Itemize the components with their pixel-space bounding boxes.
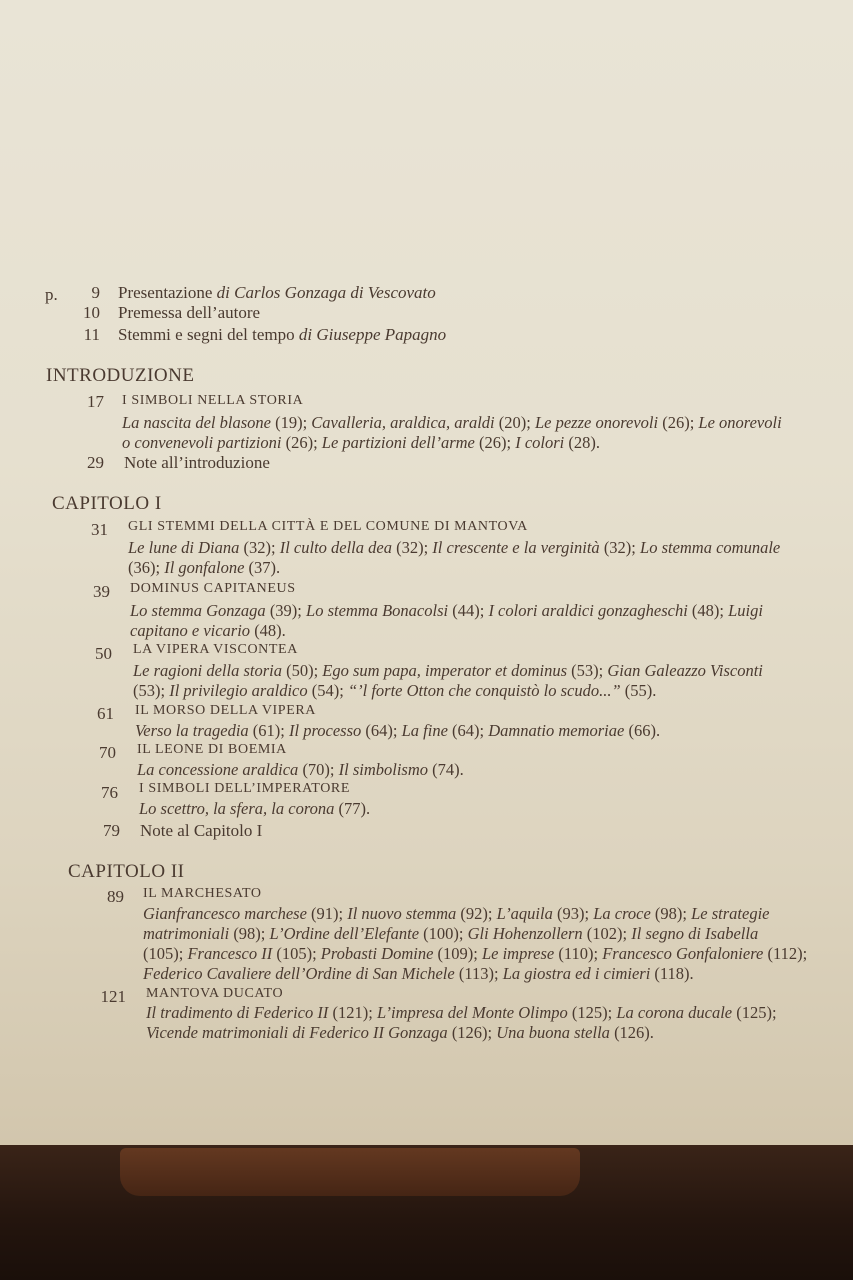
subtopic-page-ref: (100); <box>419 924 468 943</box>
entry-title: IL MORSO DELLA VIPERA <box>135 703 316 718</box>
subtopic-page-ref: (118). <box>650 964 694 983</box>
subtopic-page-ref: (66). <box>624 721 661 740</box>
subtopic-page-ref: (70); <box>298 760 339 779</box>
subtopic-title: La concessione araldica <box>137 760 299 779</box>
subtopic-title: Il tradimento di Federico II <box>146 1003 329 1022</box>
entry-title: DOMINUS CAPITANEUS <box>130 581 296 596</box>
toc-entry-stemmi: Stemmi e segni del tempo di Giuseppe Papagno <box>118 325 447 344</box>
subtopic-page-ref: (26); <box>474 433 516 452</box>
subtopic-title: Damnatio memoriae <box>488 721 625 740</box>
page-number: 61 <box>97 704 114 723</box>
toc-entry-presentazione: Presentazione di Carlos Gonzaga di Vescovato <box>118 283 436 302</box>
page-number: 79 <box>103 821 120 840</box>
entry-subtopics <box>128 558 280 578</box>
subtopic-page-ref: (109); <box>433 944 482 963</box>
entry-subtopics <box>139 799 370 819</box>
subtopic-title: o convenevoli partizioni <box>122 433 282 452</box>
entry-subtopics <box>146 1003 777 1023</box>
subtopic-page-ref: (64); <box>361 721 402 740</box>
subtopic-title: Le strategie <box>691 904 770 923</box>
subtopic-page-ref: (110); <box>554 944 603 963</box>
subtopic-page-ref: (125); <box>567 1003 617 1022</box>
subtopic-title: Probasti Domine <box>320 944 434 963</box>
subtopic-title: La croce <box>593 904 651 923</box>
section-heading-introduzione: INTRODUZIONE <box>46 365 195 386</box>
page-number: 31 <box>91 520 108 539</box>
subtopic-title: Il processo <box>289 721 362 740</box>
subtopic-page-ref: (37). <box>244 558 281 577</box>
subtopic-page-ref: (102); <box>582 924 632 943</box>
entry-subtopics <box>137 760 464 780</box>
subtopic-title: Una buona stella <box>496 1023 610 1042</box>
page-prefix: p. <box>45 285 58 304</box>
entry-title: GLI STEMMI DELLA CITTÀ E DEL COMUNE DI MANTOVA <box>128 519 528 534</box>
subtopic-title: Il culto della dea <box>279 538 392 557</box>
subtopic-page-ref: (61); <box>248 721 289 740</box>
subtopic-title: Le imprese <box>481 944 555 963</box>
subtopic-title: Francesco II <box>187 944 273 963</box>
entry-subtopics <box>143 904 769 924</box>
page-number: 50 <box>95 644 112 663</box>
section-heading-capitolo-2: CAPITOLO II <box>68 861 185 882</box>
subtopic-page-ref: (28). <box>564 433 600 452</box>
subtopic-title: Federico Cavaliere dell’Ordine di San Michele <box>143 964 455 983</box>
entry-subtopics <box>130 601 763 621</box>
subtopic-page-ref: (55). <box>620 681 657 700</box>
subtopic-title: Vicende matrimoniali di Federico II Gonzaga <box>146 1023 448 1042</box>
subtopic-page-ref: (26); <box>281 433 322 452</box>
book-stand-edge <box>120 1148 580 1196</box>
subtopic-page-ref: (50); <box>281 661 323 680</box>
page-number: 89 <box>107 887 124 906</box>
subtopic-title: Le onorevoli <box>698 413 782 432</box>
subtopic-page-ref: (20); <box>494 413 535 432</box>
subtopic-page-ref: (113); <box>454 964 503 983</box>
subtopic-title: capitano e vicario <box>130 621 251 640</box>
subtopic-title: Il nuovo stemma <box>347 904 457 923</box>
subtopic-title: Verso la tragedia <box>135 721 249 740</box>
entry-subtopics <box>143 964 694 984</box>
entry-subtopics <box>130 621 286 641</box>
page-number: 121 <box>100 987 126 1006</box>
subtopic-title: Il crescente e la verginità <box>432 538 600 557</box>
subtopic-page-ref: (126). <box>609 1023 654 1042</box>
subtopic-title: Le partizioni dell’arme <box>321 433 475 452</box>
entry-title: IL LEONE DI BOEMIA <box>137 742 287 757</box>
subtopic-page-ref: (98); <box>229 924 270 943</box>
subtopic-title: I colori <box>515 433 565 452</box>
subtopic-page-ref: (126); <box>447 1023 497 1042</box>
subtopic-page-ref: (125); <box>732 1003 777 1022</box>
entry-title: LA VIPERA VISCONTEA <box>133 642 298 657</box>
subtopic-title: L’impresa del Monte Olimpo <box>376 1003 568 1022</box>
subtopic-page-ref: (98); <box>650 904 692 923</box>
page-number: 9 <box>91 283 100 302</box>
subtopic-page-ref: (32); <box>599 538 641 557</box>
page-number: 29 <box>87 453 104 472</box>
subtopic-title: Il segno di Isabella <box>631 924 759 943</box>
subtopic-title: Gianfrancesco marchese <box>143 904 307 923</box>
entry-title: I SIMBOLI NELLA STORIA <box>122 393 304 408</box>
entry-title: IL MARCHESATO <box>143 886 262 901</box>
subtopic-page-ref: (54); <box>307 681 348 700</box>
subtopic-title: Ego sum papa, imperator et dominus <box>322 661 568 680</box>
subtopic-page-ref: (53); <box>567 661 608 680</box>
subtopic-title: L’aquila <box>496 904 553 923</box>
subtopic-page-ref: (26); <box>658 413 699 432</box>
page-number: 10 <box>83 303 100 322</box>
page-number: 76 <box>101 783 118 802</box>
entry-subtopics <box>143 924 758 944</box>
subtopic-title: L’Ordine dell’Elefante <box>269 924 420 943</box>
subtopic-page-ref: (32); <box>239 538 280 557</box>
entry-subtopics <box>122 433 600 453</box>
subtopic-page-ref: (112); <box>763 944 808 963</box>
subtopic-page-ref: (92); <box>456 904 497 923</box>
entry-subtopics <box>135 721 660 741</box>
toc-entry-premessa: Premessa dell’autore <box>118 303 261 322</box>
subtopic-title: I colori araldici gonzagheschi <box>488 601 688 620</box>
entry-subtopics <box>133 681 656 701</box>
subtopic-page-ref: (91); <box>306 904 348 923</box>
subtopic-page-ref: (32); <box>391 538 433 557</box>
subtopic-page-ref: (93); <box>552 904 594 923</box>
subtopic-page-ref: (48). <box>250 621 286 640</box>
subtopic-title: Il simbolismo <box>338 760 429 779</box>
subtopic-title: Cavalleria, araldica, araldi <box>311 413 495 432</box>
subtopic-title: Lo stemma comunale <box>640 538 781 557</box>
toc-entry-notes: Note al Capitolo I <box>140 821 263 840</box>
subtopic-page-ref: (121); <box>328 1003 377 1022</box>
entry-subtopics <box>146 1023 654 1043</box>
subtopic-title: La fine <box>401 721 448 740</box>
subtopic-title: La giostra ed i cimieri <box>502 964 651 983</box>
subtopic-title: Lo scettro, la sfera, la corona <box>139 799 335 818</box>
subtopic-page-ref: (39); <box>265 601 307 620</box>
subtopic-title: Le ragioni della storia <box>133 661 282 680</box>
subtopic-page-ref: (74). <box>428 760 464 779</box>
subtopic-title: Luigi <box>728 601 763 620</box>
subtopic-page-ref: (105); <box>143 944 188 963</box>
page-number: 39 <box>93 582 110 601</box>
section-heading-capitolo-1: CAPITOLO I <box>52 493 162 514</box>
subtopic-page-ref: (53); <box>133 681 170 700</box>
toc-entry-notes: Note all’introduzione <box>124 453 270 472</box>
subtopic-title: Il privilegio araldico <box>169 681 308 700</box>
subtopic-page-ref: (48); <box>687 601 729 620</box>
entry-title: MANTOVA DUCATO <box>146 986 284 1001</box>
entry-subtopics <box>122 413 782 433</box>
subtopic-page-ref: (64); <box>447 721 489 740</box>
subtopic-title: Lo stemma Bonacolsi <box>306 601 449 620</box>
subtopic-page-ref: (19); <box>270 413 312 432</box>
subtopic-title: Francesco Gonfaloniere <box>602 944 764 963</box>
page-number: 17 <box>87 392 104 411</box>
page-number: 11 <box>83 325 100 344</box>
subtopic-title: Il gonfalone <box>164 558 245 577</box>
subtopic-page-ref: (105); <box>272 944 321 963</box>
subtopic-page-ref: (36); <box>128 558 165 577</box>
entry-title: I SIMBOLI DELL’IMPERATORE <box>139 781 351 796</box>
subtopic-title: “’l forte Otton che conquistò lo scudo...” <box>347 681 621 700</box>
page-number: 70 <box>99 743 116 762</box>
subtopic-title: Le lune di Diana <box>128 538 240 557</box>
subtopic-title: Lo stemma Gonzaga <box>130 601 266 620</box>
subtopic-title: Gian Galeazzo Visconti <box>607 661 763 680</box>
subtopic-title: La nascita del blasone <box>122 413 271 432</box>
subtopic-title: La corona ducale <box>616 1003 733 1022</box>
entry-subtopics <box>128 538 780 558</box>
subtopic-page-ref: (44); <box>448 601 489 620</box>
subtopic-title: Le pezze onorevoli <box>534 413 659 432</box>
entry-subtopics <box>133 661 763 681</box>
entry-subtopics <box>143 944 807 964</box>
subtopic-page-ref: (77). <box>334 799 371 818</box>
subtopic-title: Gli Hohenzollern <box>467 924 583 943</box>
subtopic-title: matrimoniali <box>143 924 230 943</box>
